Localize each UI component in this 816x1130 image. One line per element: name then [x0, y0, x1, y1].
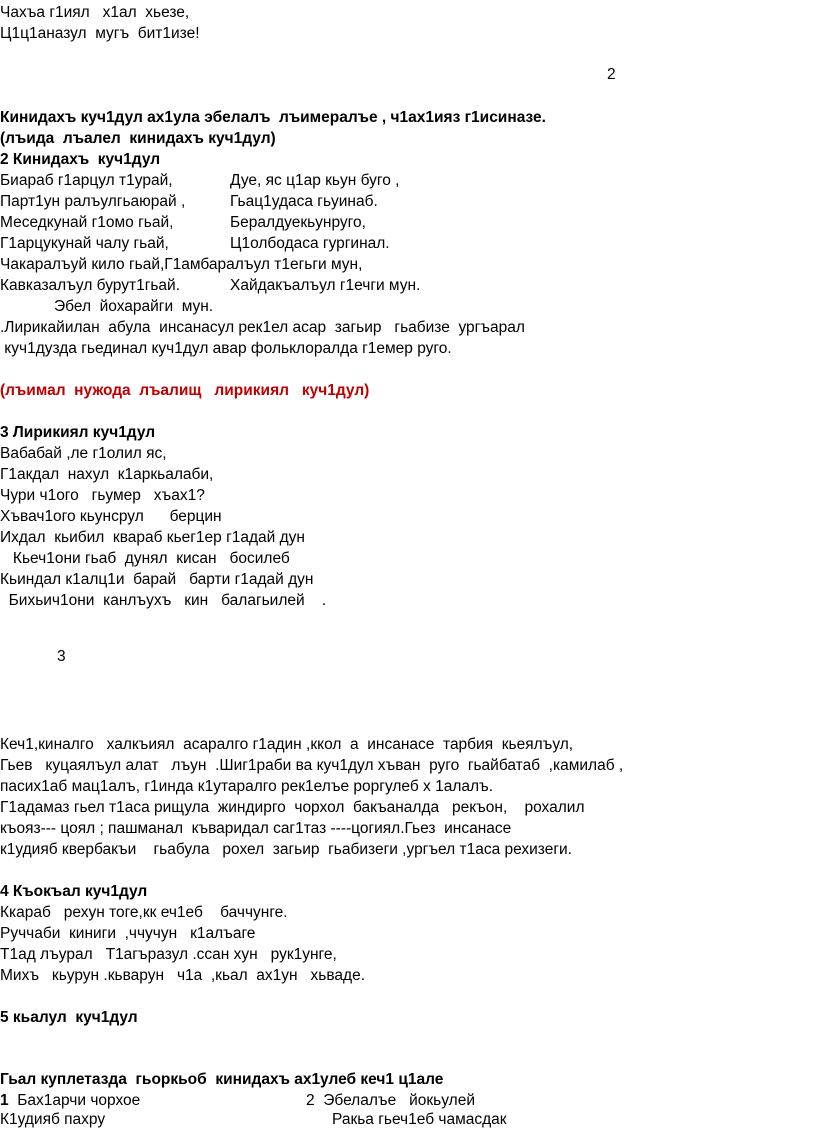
couplet-item-2: 2 Эбелалъе йокьулей — [306, 1092, 475, 1109]
paragraph-line-1: Кеч1,киналго халкъиял асаралго г1адин ,ккол а инсанасе тарбия кьеялъул, — [0, 736, 574, 753]
section-heading: Кинидахъ куч1дул ах1ула эбелалъ лъимералъе , ч1ах1ияз г1исиназе. — [0, 109, 546, 126]
red-heading: (лъимал нужода лъалищ лирикиял куч1дул) — [0, 382, 370, 399]
paragraph-line-3: пасих1аб мац1алъ, г1инда к1утаралго рек1елъе роргулеб х 1алалъ. — [0, 778, 494, 795]
song3-line-8: Бихьич1они канлъухъ кин балагьилей . — [0, 592, 327, 609]
page-number: 2 — [607, 66, 616, 83]
lullaby-left-2: Парт1ун ралъулгьаюрай , — [0, 193, 186, 210]
lyric-paragraph-2: куч1дузда гьединал куч1дул авар фольклоралда г1емер руго. — [0, 340, 452, 357]
song3-line-4: Хъвач1ого кьунсрул берцин — [0, 508, 222, 525]
couplet-item-1-text: Бах1арчи чорхое — [8, 1092, 141, 1109]
song4-line-2: Руччаби киниги ,ччучун к1алъаге — [0, 925, 256, 942]
intro-line-2: Ц1ц1аназул мугъ бит1изе! — [0, 25, 200, 42]
lullaby-line-5: Чакаралъуй кило гьай,Г1амбаралъул т1егьги мун, — [0, 256, 363, 273]
song3-line-3: Чури ч1ого гьумер хъах1? — [0, 487, 205, 504]
lullaby-right-2: Гьац1удаса гьуинаб. — [230, 193, 378, 210]
couplet-item-1-number: 1 — [0, 1092, 9, 1109]
couplet-item-1 — [0, 1090, 140, 1111]
song4-line-3: Т1ад лъурал Т1агъразул .ссан хун рук1унге, — [0, 946, 337, 963]
song3-line-7: Кьиндал к1алц1и барай барти г1адай дун — [0, 571, 314, 588]
song3-line-1: Вабабай ,ле г1олил яс, — [0, 445, 167, 462]
couplet-heading: Гьал куплетазда гьоркьоб кинидахъ ах1улеб кеч1 ц1але — [0, 1071, 444, 1088]
lullaby-right-1: Дуе, яс ц1ар кьун буго , — [230, 172, 400, 189]
lullaby-left-6: Кавказалъул бурут1гьай. — [0, 277, 181, 294]
lullaby-left-3: Меседкунай г1омо гьай, — [0, 214, 174, 231]
song-title-2: 2 Кинидахъ куч1дул — [0, 151, 161, 168]
page-number-3: 3 — [57, 648, 66, 665]
lullaby-right-6: Хайдакъалъул г1ечги мун. — [230, 277, 421, 294]
section-subheading: (лъида лъалел кинидахъ куч1дул) — [0, 130, 276, 147]
song-title-5: 5 кьалул куч1дул — [0, 1009, 138, 1026]
lullaby-right-4: Ц1олбодаса гургинал. — [230, 235, 390, 252]
song3-line-6: Кьеч1они гьаб дунял кисан босилеб — [0, 550, 290, 567]
song3-line-5: Ихдал кьибил квараб кьег1ер г1адай дун — [0, 529, 305, 546]
song-title-4: 4 Къокъал куч1дул — [0, 883, 148, 900]
song-title-3: 3 Лирикиял куч1дул — [0, 424, 156, 441]
lullaby-right-3: Бералдуекьунруго, — [230, 214, 366, 231]
paragraph-line-6: к1удияб квербакъи гьабула рохел загьир гьабизеги ,ургъел т1аса рехизеги. — [0, 841, 572, 858]
lullaby-left-4: Г1арцукунай чалу гьай, — [0, 235, 169, 252]
couplet-item-1-line-2: К1удияб пахру — [0, 1111, 106, 1128]
song4-line-1: Ккараб рехун тоге,кк еч1еб баччунге. — [0, 904, 288, 921]
paragraph-line-4: Г1адамаз гьел т1аса рищула жиндирго чорхол бакъаналда рекъон, рохалил — [0, 799, 585, 816]
intro-line-1: Чахъа г1иял х1ал хьезе, — [0, 4, 190, 21]
paragraph-line-2: Гьев куцаялъул алат лъун .Шиг1раби ва куч1дул хъван руго гьайбатаб ,камилаб , — [0, 757, 624, 774]
lullaby-left-1: Биараб г1арцул т1урай, — [0, 172, 173, 189]
song4-line-4: Михъ кьурун .кьварун ч1а ,кьал ах1ун хьваде. — [0, 967, 366, 984]
lyric-paragraph-1: .Лирикайилан абула инсанасул рек1ел асар загьир гьабизе ургъарал — [0, 319, 525, 336]
lullaby-line-7: Эбел йохарайги мун. — [54, 298, 214, 315]
couplet-item-2-line-2: Ракьа гьеч1еб чамасдак — [332, 1111, 507, 1128]
song3-line-2: Г1акдал нахул к1аркьалаби, — [0, 466, 214, 483]
paragraph-line-5: къояз--- цоял ; пашманал къваридал саг1таз ----цогиял.Гьез инсанасе — [0, 820, 512, 837]
